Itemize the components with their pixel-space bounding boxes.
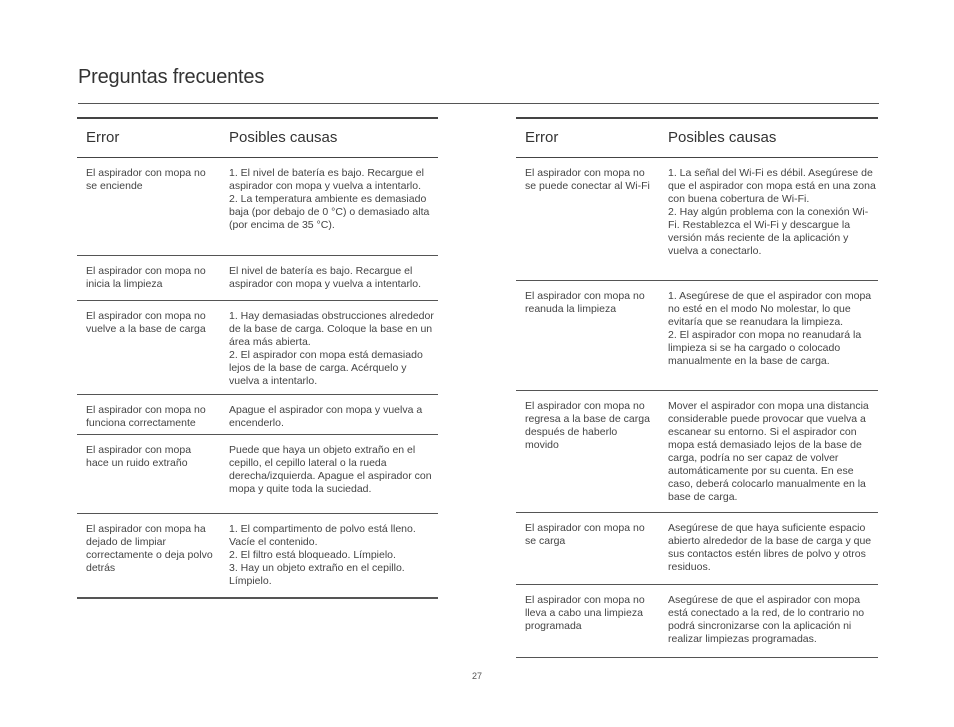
cause-cell: 1. Asegúrese de que el aspirador con mopa no esté en el modo No molestar, lo que evitaría que se reanudara la limpieza. 2. El aspirador con mopa no reanudará la limpieza si se ha cargado o colocado manualmente en la base de carga. — [668, 290, 872, 367]
cause-cell: El nivel de batería es bajo. Recargue el aspirador con mopa y vuelva a intentarlo. — [229, 265, 422, 290]
error-cell: El aspirador con mopa no reanuda la limpieza — [525, 290, 645, 315]
table-row — [77, 514, 438, 599]
error-cell: El aspirador con mopa no inicia la limpieza — [86, 265, 206, 290]
table-row — [516, 585, 878, 658]
table-row — [77, 256, 438, 301]
table-header — [77, 117, 438, 158]
error-cell: El aspirador con mopa no se puede conectar al Wi-Fi — [525, 167, 650, 192]
error-cell: El aspirador con mopa no se enciende — [86, 167, 206, 192]
faq-table-left — [77, 117, 438, 599]
table-row — [77, 435, 438, 514]
error-cell: El aspirador con mopa ha dejado de limpiar correctamente o deja polvo detrás — [86, 523, 213, 574]
cause-cell: Mover el aspirador con mopa una distancia considerable puede provocar que vuelva a escanear su entorno. Si el aspirador con mopa está demasiado lejos de la base de carga, podría no ser capaz de volver automáticamente por su cuenta. En ese caso, deberá colocarlo manualmente en la base de carga. — [668, 400, 869, 503]
table-row — [516, 158, 878, 281]
cause-cell: Apague el aspirador con mopa y vuelva a encenderlo. — [229, 404, 423, 429]
table-row — [516, 513, 878, 585]
error-cell: El aspirador con mopa no lleva a cabo una limpieza programada — [525, 594, 645, 632]
cause-cell: 1. El compartimento de polvo está lleno. Vacíe el contenido. 2. El filtro está bloqueado. Límpielo. 3. Hay un objeto extraño en el cepillo. Límpielo. — [229, 523, 416, 587]
cause-cell: Puede que haya un objeto extraño en el cepillo, el cepillo lateral o la rueda derecha/izquierda. Apague el aspirador con mopa y quite toda la suciedad. — [229, 444, 432, 495]
error-cell: El aspirador con mopa hace un ruido extraño — [86, 444, 192, 469]
error-cell: El aspirador con mopa no vuelve a la base de carga — [86, 310, 206, 335]
header-error: Error — [86, 129, 120, 146]
page-title: Preguntas frecuentes — [78, 66, 265, 88]
faq-table-right — [516, 117, 878, 658]
error-cell: El aspirador con mopa no se carga — [525, 522, 645, 547]
table-row — [516, 391, 878, 513]
cause-cell: Asegúrese de que el aspirador con mopa está conectado a la red, de lo contrario no podrá sincronizarse con la aplicación ni realizar limpiezas programadas. — [668, 594, 865, 645]
page-number: 27 — [471, 671, 482, 681]
error-cell: El aspirador con mopa no funciona correctamente — [86, 404, 206, 429]
cause-cell: 1. Hay demasiadas obstrucciones alrededor de la base de carga. Coloque la base en un área más abierta. 2. El aspirador con mopa está demasiado lejos de la base de carga. Acérquelo y vuelva a intentarlo. — [229, 310, 434, 387]
header-causes: Posibles causas — [668, 129, 777, 146]
header-error: Error — [525, 129, 559, 146]
header-causes: Posibles causas — [229, 129, 338, 146]
error-cell: El aspirador con mopa no regresa a la base de carga después de haberlo movido — [525, 400, 650, 451]
cause-cell: 1. El nivel de batería es bajo. Recargue el aspirador con mopa y vuelva a intentarlo. 2. La temperatura ambiente es demasiado baja (por debajo de 0 °C) o demasiado alta (por encima de 35 °C). — [229, 167, 430, 231]
table-row — [77, 301, 438, 395]
table-header — [516, 117, 878, 158]
title-divider — [78, 103, 879, 104]
table-row — [516, 281, 878, 391]
table-row — [77, 395, 438, 435]
cause-cell: 1. La señal del Wi-Fi es débil. Asegúrese de que el aspirador con mopa está en una zona con buena cobertura de Wi-Fi. 2. Hay algún problema con la conexión Wi-Fi. Restablezca el Wi-Fi y descargue la versión más reciente de la aplicación y vuelva a conectarlo. — [668, 167, 876, 257]
cause-cell: Asegúrese de que haya suficiente espacio abierto alrededor de la base de carga y que sus contactos estén libres de polvo y otros residuos. — [668, 522, 872, 573]
table-row — [77, 158, 438, 256]
